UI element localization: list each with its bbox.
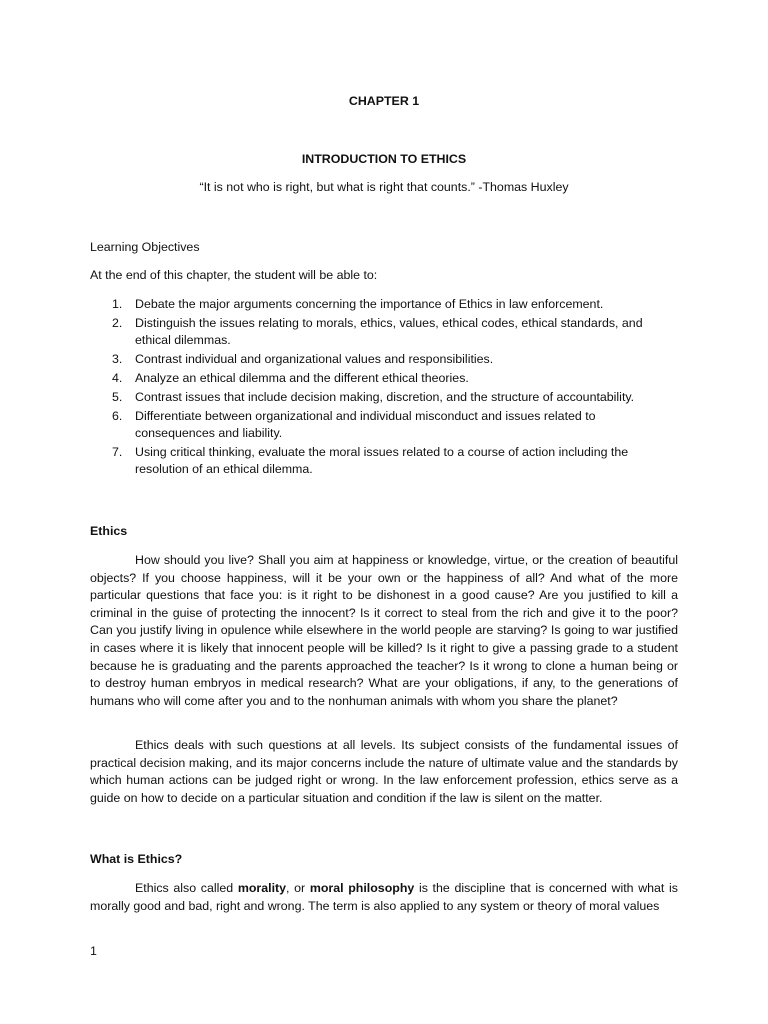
objective-text: Differentiate between organizational and individual misconduct and issues related to consequences and liability. [135, 408, 596, 441]
learning-objectives-intro: At the end of this chapter, the student will be able to: [90, 268, 378, 282]
objective-item [90, 315, 678, 350]
objective-number: 4. [112, 370, 123, 385]
document-page [90, 0, 678, 1024]
ethics-paragraph-1: How should you live? Shall you aim at happiness or knowledge, virtue, or the creation of beautiful objects? If you choose happiness, will it be your own or the happiness of all? And what of the more particular questions that face you: is it right to be dishonest in a good cause? Are you justified to kill a criminal in the guise of protecting the innocent? Is it correct to steal from the rich and give it to the poor? Can you justify living in opulence while elsewhere in the world people are starving? Is going to war justified in cases where it is likely that innocent people will be killed? Is it right to give a passing grade to a student because he is graduating and the parents approached the teacher? Is it wrong to clone a human being or to destroy human embryos in medical research? What are your obligations, if any, to the generations of humans who will come after you and to the nonhuman animals with whom you share the planet? [90, 553, 678, 708]
objective-item [90, 444, 678, 479]
objective-number: 6. [112, 408, 123, 423]
what-is-ethics-heading: What is Ethics? [90, 852, 183, 866]
objective-text: Debate the major arguments concerning the importance of Ethics in law enforcement. [135, 297, 604, 311]
objective-text: Contrast individual and organizational values and responsibilities. [135, 352, 494, 367]
chapter-label: CHAPTER 1 [348, 94, 420, 108]
objective-number: 2. [112, 315, 123, 330]
objective-text: Analyze an ethical dilemma and the different ethical theories. [135, 370, 469, 385]
objective-text: Distinguish the issues relating to morals, ethics, values, ethical codes, ethical standards, and ethical dilemmas. [135, 315, 643, 348]
objective-number: 7. [112, 444, 123, 459]
what-is-ethics-paragraph [90, 880, 678, 915]
objective-text: Using critical thinking, evaluate the moral issues related to a course of action including the resolution of an ethical dilemma. [135, 444, 629, 477]
objective-number: 5. [112, 389, 123, 404]
term-moral-philosophy: moral philosophy [309, 881, 415, 895]
page-number: 1 [90, 944, 97, 958]
definition-lead: Ethics also called [135, 881, 238, 895]
objective-item [90, 296, 678, 314]
objective-text: Contrast issues that include decision making, discretion, and the structure of accountability. [135, 389, 635, 404]
definition-rest: is the discipline that is concerned with what is morally good and bad, right and wrong. The term is also applied to any system or theory of moral values [90, 881, 678, 913]
objective-item [90, 408, 678, 443]
chapter-title: INTRODUCTION TO ETHICS [301, 152, 467, 166]
term-morality: morality [237, 881, 287, 895]
ethics-paragraph-2: Ethics deals with such questions at all levels. Its subject consists of the fundamental issues of practical decision making, and its major concerns include the nature of ultimate value and the standards by which human actions can be judged right or wrong. In the law enforcement profession, ethics serve as a guide on how to decide on a particular situation and condition if the law is silent on the matter. [90, 738, 678, 805]
objective-number: 3. [112, 352, 123, 367]
definition-connector: , or [286, 881, 310, 895]
epigraph-quote: “It is not who is right, but what is right that counts.” -Thomas Huxley [199, 180, 569, 194]
ethics-heading: Ethics [90, 524, 128, 538]
objective-item [90, 389, 678, 407]
learning-objectives-heading: Learning Objectives [90, 240, 200, 254]
objective-item [90, 351, 678, 369]
objective-item [90, 370, 678, 388]
objectives-list [90, 296, 678, 480]
objective-number: 1. [112, 297, 123, 311]
